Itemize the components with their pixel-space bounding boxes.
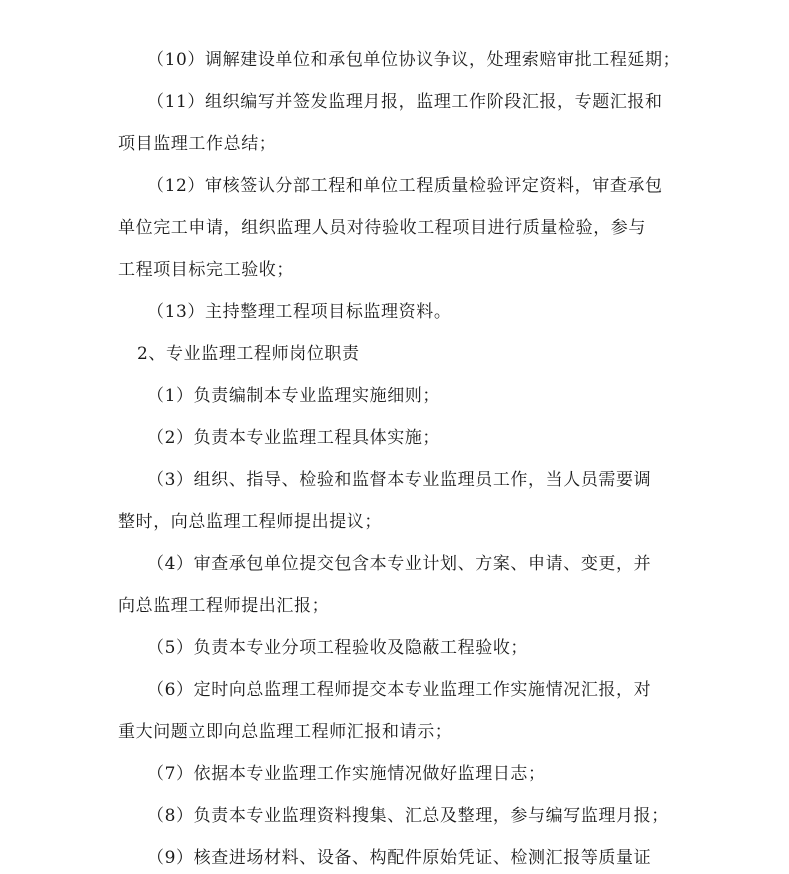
section-heading: 2、专业监理工程师岗位职责: [137, 344, 360, 364]
paragraph-line: 单位完工申请，组织监理人员对待验收工程项目进行质量检验，参与: [118, 218, 646, 238]
paragraph-line: （9）核查进场材料、设备、构配件原始凭证、检测汇报等质量证: [147, 848, 652, 868]
paragraph-line: 工程项目标完工验收；: [118, 260, 294, 280]
paragraph-line: （3）组织、指导、检验和监督本专业监理员工作，当人员需要调: [147, 470, 652, 490]
paragraph-line: （8）负责本专业监理资料搜集、汇总及整理，参与编写监理月报；: [147, 806, 669, 826]
paragraph-line: （4）审查承包单位提交包含本专业计划、方案、申请、变更，并: [147, 554, 652, 574]
paragraph-line: （11）组织编写并签发监理月报，监理工作阶段汇报，专题汇报和: [147, 92, 663, 112]
paragraph-line: 整时，向总监理工程师提出提议；: [118, 512, 382, 532]
paragraph-line: （2）负责本专业监理工程具体实施；: [147, 428, 441, 448]
paragraph-line: （13）主持整理工程项目标监理资料。: [147, 302, 452, 322]
paragraph-line: （5）负责本专业分项工程验收及隐蔽工程验收；: [147, 638, 529, 658]
paragraph-line: （6）定时向总监理工程师提交本专业监理工作实施情况汇报，对: [147, 680, 652, 700]
paragraph-line: 向总监理工程师提出汇报；: [118, 596, 330, 616]
paragraph-line: （7）依据本专业监理工作实施情况做好监理日志；: [147, 764, 546, 784]
paragraph-line: （1）负责编制本专业监理实施细则；: [147, 386, 441, 406]
paragraph-line: （10）调解建设单位和承包单位协议争议，处理索赔审批工程延期；: [147, 50, 681, 70]
paragraph-line: （12）审核签认分部工程和单位工程质量检验评定资料，审查承包: [147, 176, 663, 196]
paragraph-line: 项目监理工作总结；: [118, 134, 277, 154]
paragraph-line: 重大问题立即向总监理工程师汇报和请示；: [118, 722, 453, 742]
